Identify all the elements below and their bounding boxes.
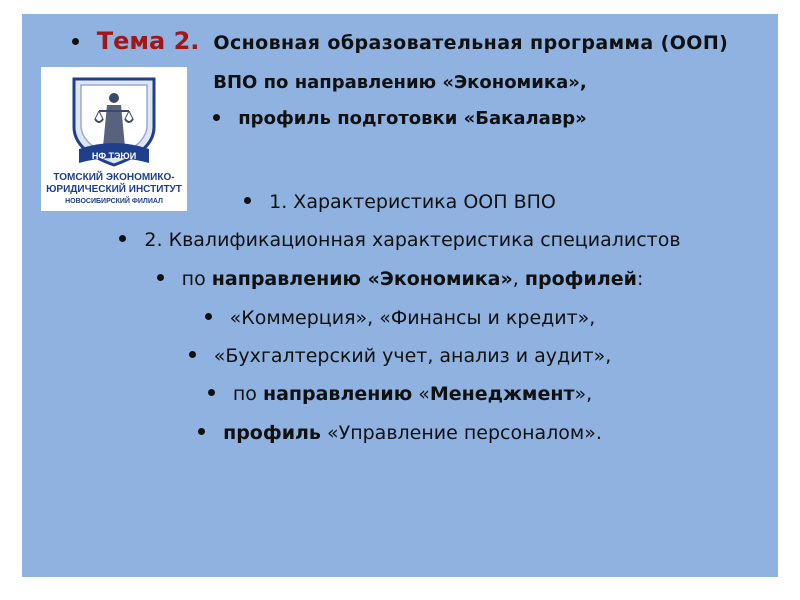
title-line [30, 27, 770, 55]
bullet-icon [72, 38, 79, 45]
logo-ribbon-text: НФ ТЭЮИ [91, 151, 137, 161]
bullet-icon [213, 114, 220, 121]
item-bold-text: направлению «Экономика» [211, 268, 513, 290]
list-item [30, 345, 770, 367]
item-text: «Коммерция», «Финансы и кредит», [229, 307, 596, 329]
logo-name-line3: НОВОСИБИРСКИЙ ФИЛИАЛ [65, 198, 163, 205]
item-text: : [636, 268, 644, 290]
profile-line [30, 108, 770, 129]
item-bold-text: направлению [262, 383, 413, 405]
bullet-icon [198, 428, 205, 435]
item-text: 1. Характеристика ООП ВПО [269, 191, 556, 213]
theme-label: Тема 2. [96, 27, 200, 55]
item-bold-text: профилей [524, 268, 637, 290]
list-item [30, 307, 770, 329]
item-bold-text: Менеджмент [429, 383, 575, 405]
list-item [30, 383, 770, 405]
bullet-icon [208, 389, 215, 396]
subtitle-line [30, 72, 770, 93]
bullet-icon [244, 197, 251, 204]
bullet-icon [157, 274, 164, 281]
item-text: «Управление персоналом». [320, 422, 602, 444]
item-text: », [574, 383, 593, 405]
subtitle-text: ВПО по направлению «Экономика», [213, 72, 587, 93]
bullet-icon [189, 351, 196, 358]
title-text: Основная образовательная программа (ООП) [213, 32, 729, 54]
list-item [30, 191, 770, 213]
logo-name-line1: ТОМСКИЙ ЭКОНОМИКО- [53, 172, 175, 183]
item-text: по [232, 383, 263, 405]
item-text: « [412, 383, 430, 405]
list-item [30, 268, 770, 290]
item-text: , [512, 268, 525, 290]
bullet-icon [205, 313, 212, 320]
item-text: «Бухгалтерский учет, анализ и аудит», [213, 345, 612, 367]
list-item [30, 422, 770, 444]
profile-text: профиль подготовки «Бакалавр» [238, 108, 587, 129]
list-item [30, 229, 770, 251]
logo-name-line2: ЮРИДИЧЕСКИЙ ИНСТИТУТ [46, 184, 182, 195]
item-bold-text: профиль [223, 422, 321, 444]
bullet-icon [119, 235, 126, 242]
item-text: 2. Квалификационная характеристика специалистов [144, 229, 681, 251]
item-text: по [181, 268, 212, 290]
